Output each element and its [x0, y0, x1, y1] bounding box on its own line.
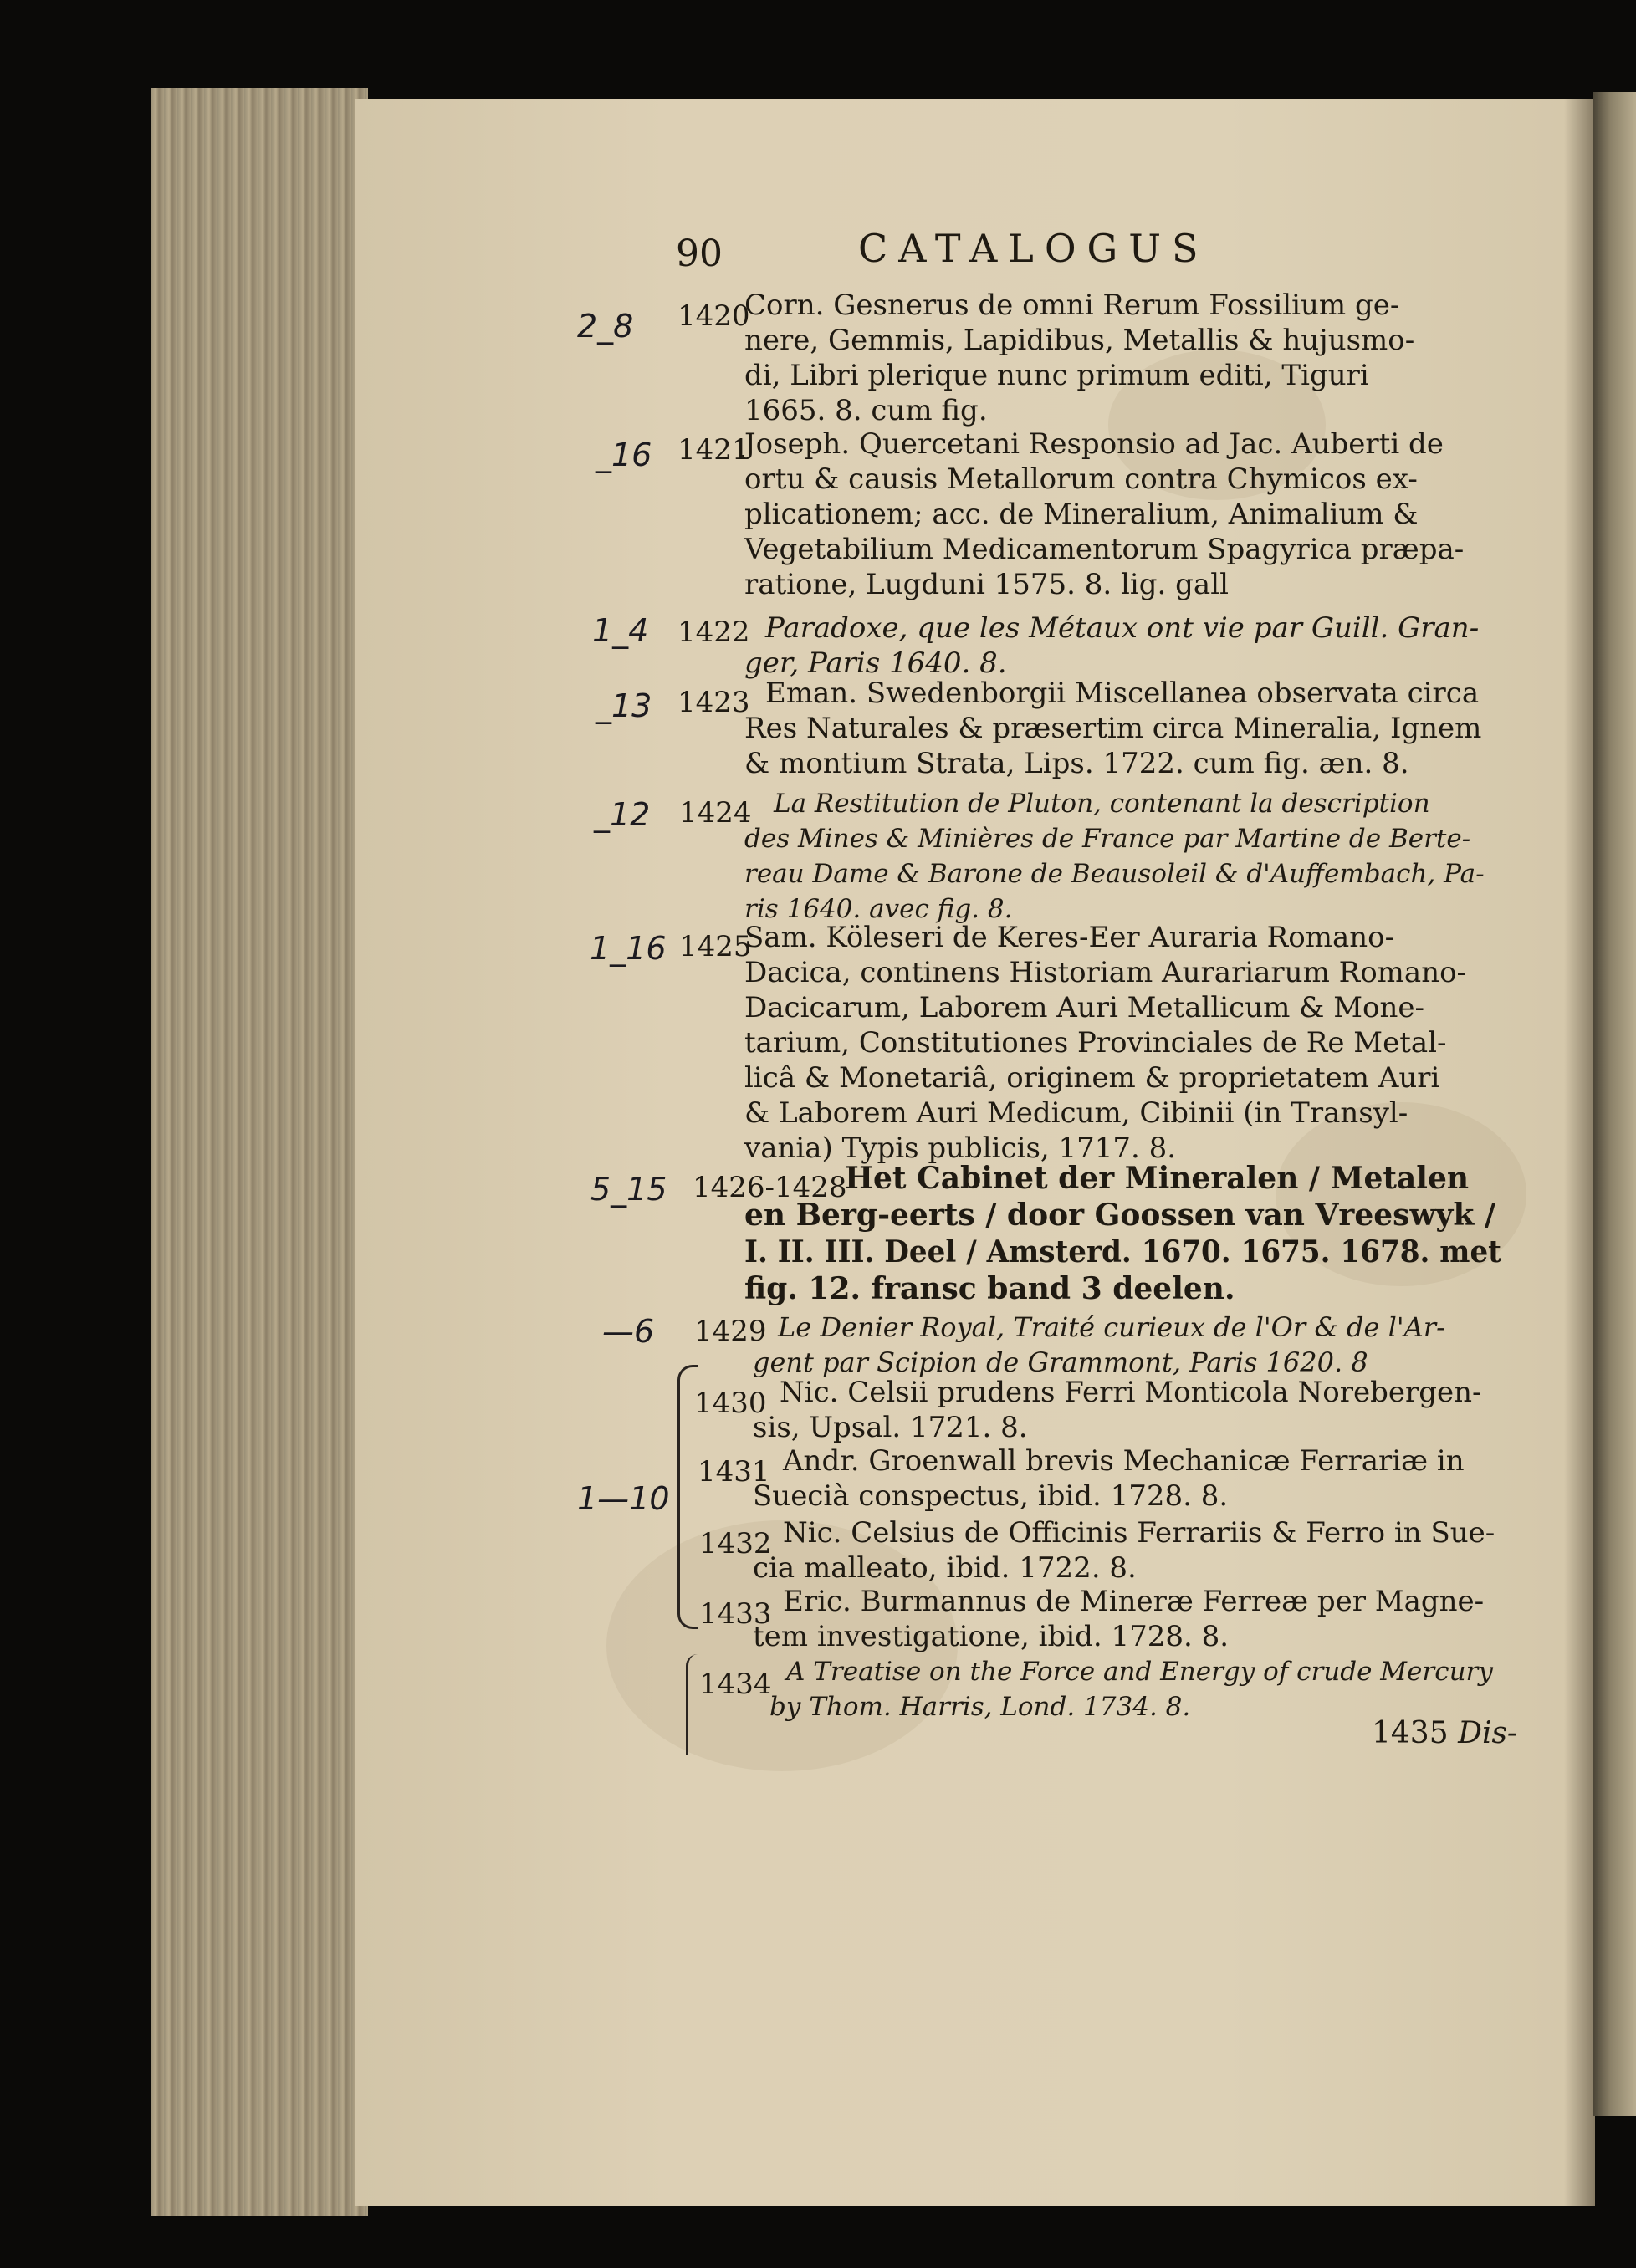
entry-line: nere, Gemmis, Lapidibus, Metallis & hujusmo- [744, 324, 1415, 357]
entry-line: Dacicarum, Laborem Auri Metallicum & Mone- [744, 991, 1424, 1024]
entry-line: di, Libri plerique nunc primum editi, Tiguri [744, 359, 1369, 392]
entry-line: tem investigatione, ibid. 1728. 8. [753, 1620, 1230, 1653]
entry-line: fig. 12. fransc band 3 deelen. [744, 1271, 1235, 1306]
running-head: CATALOGUS [858, 226, 1209, 271]
entry-line: Dacica, continens Historiam Aurariarum Romano- [744, 956, 1467, 989]
entry-line: A Treatise on the Force and Energy of crude Mercury [786, 1657, 1493, 1687]
entry-line: Vegetabilium Medicamentorum Spagyrica præpa- [744, 533, 1465, 566]
handwritten-price: _12 [594, 796, 651, 833]
entry-line: ger, Paris 1640. 8. [744, 646, 1007, 680]
lot-number: 1432 [699, 1527, 772, 1561]
entry-line: ortu & causis Metallorum contra Chymicos ex- [744, 462, 1418, 496]
entry-line: I. II. III. Deel / Amsterd. 1670. 1675. 1678. met [744, 1234, 1501, 1269]
entry-line: Joseph. Quercetani Responsio ad Jac. Auberti de [744, 427, 1444, 461]
entry-line: Paradoxe, que les Métaux ont vie par Guill. Gran- [765, 611, 1480, 645]
handwritten-bracket [677, 1365, 698, 1629]
entry-line: Nic. Celsius de Officinis Ferrariis & Ferro in Sue- [783, 1516, 1495, 1550]
entry-line: plicationem; acc. de Mineralium, Animalium & [744, 498, 1419, 531]
entry-line: tarium, Constitutiones Provinciales de Re Metal- [744, 1026, 1447, 1060]
lot-number: 1430 [694, 1387, 767, 1420]
entry-line: 1665. 8. cum fig. [744, 394, 988, 427]
handwritten-price: _16 [596, 437, 652, 473]
entry-line: Le Denier Royal, Traité curieux de l'Or & de l'Ar- [778, 1311, 1445, 1343]
entry-line: reau Dame & Barone de Beausoleil & d'Auffembach, Pa- [744, 859, 1485, 889]
page-number: 90 [676, 232, 723, 275]
lot-number: 1425 [679, 930, 752, 963]
entry-line: sis, Upsal. 1721. 8. [753, 1411, 1028, 1444]
lot-number: 1420 [677, 299, 750, 333]
entry-line: ratione, Lugduni 1575. 8. lig. gall [744, 568, 1229, 601]
entry-line: Res Naturales & præsertim circa Mineralia, Ignem [744, 712, 1482, 745]
catchword [1372, 1716, 1517, 1750]
entry-line: Sam. Köleseri de Keres-Eer Auraria Romano- [744, 921, 1395, 954]
entry-line: by Thom. Harris, Lond. 1734. 8. [769, 1692, 1191, 1722]
entry-line: & montium Strata, Lips. 1722. cum fig. æn. 8. [744, 747, 1409, 780]
lot-number: 1433 [699, 1597, 772, 1631]
entry-line: cia malleato, ibid. 1722. 8. [753, 1551, 1137, 1585]
entry-line: Suecià conspectus, ibid. 1728. 8. [753, 1479, 1229, 1513]
lot-number: 1422 [677, 616, 750, 649]
handwritten-price: 2_8 [577, 308, 634, 345]
handwritten-price: —6 [602, 1313, 655, 1350]
entry-line: Corn. Gesnerus de omni Rerum Fossilium ge- [744, 289, 1400, 322]
handwritten-price: 5_15 [590, 1171, 667, 1208]
entry-line: Andr. Groenwall brevis Mechanicæ Ferrariæ in [783, 1444, 1465, 1478]
handwritten-price: 1_16 [590, 930, 667, 967]
lot-number: 1431 [698, 1455, 770, 1489]
lot-number: 1429 [694, 1315, 767, 1348]
catchword-word: Dis- [1458, 1716, 1518, 1750]
lot-number: 1421 [677, 433, 750, 467]
lot-number: 1424 [679, 796, 752, 830]
handwritten-bracket-lower [686, 1654, 703, 1755]
lot-number: 1426-1428 [693, 1171, 847, 1204]
entry-line: des Mines & Minières de France par Martine de Berte- [744, 824, 1471, 854]
catchword-lot: 1435 [1372, 1716, 1449, 1750]
entry-line: vania) Typis publicis, 1717. 8. [744, 1131, 1177, 1165]
entry-line: & Laborem Auri Medicum, Cibinii (in Transyl- [744, 1096, 1408, 1130]
entry-line: La Restitution de Pluton, contenant la description [774, 789, 1430, 819]
handwritten-price: _13 [596, 687, 652, 724]
lot-number: 1423 [677, 686, 750, 719]
entry-line: ris 1640. avec fig. 8. [744, 894, 1013, 924]
lot-number: 1434 [699, 1668, 772, 1701]
entry-line: Het Cabinet der Mineralen / Metalen [845, 1161, 1470, 1196]
entry-line: licâ & Monetariâ, originem & proprietatem Auri [744, 1061, 1440, 1095]
entry-line: en Berg-eerts / door Goossen van Vreeswyk / [744, 1198, 1495, 1233]
entry-line: Eric. Burmannus de Mineræ Ferreæ per Magne- [783, 1585, 1485, 1618]
handwritten-price: 1_4 [592, 612, 649, 649]
entry-line: Nic. Celsii prudens Ferri Monticola Norebergen- [780, 1376, 1482, 1409]
entry-line: gent par Scipion de Grammont, Paris 1620. 8 [753, 1346, 1368, 1378]
entry-line: Eman. Swedenborgii Miscellanea observata circa [765, 677, 1480, 710]
handwritten-group-price: 1—10 [577, 1480, 670, 1517]
